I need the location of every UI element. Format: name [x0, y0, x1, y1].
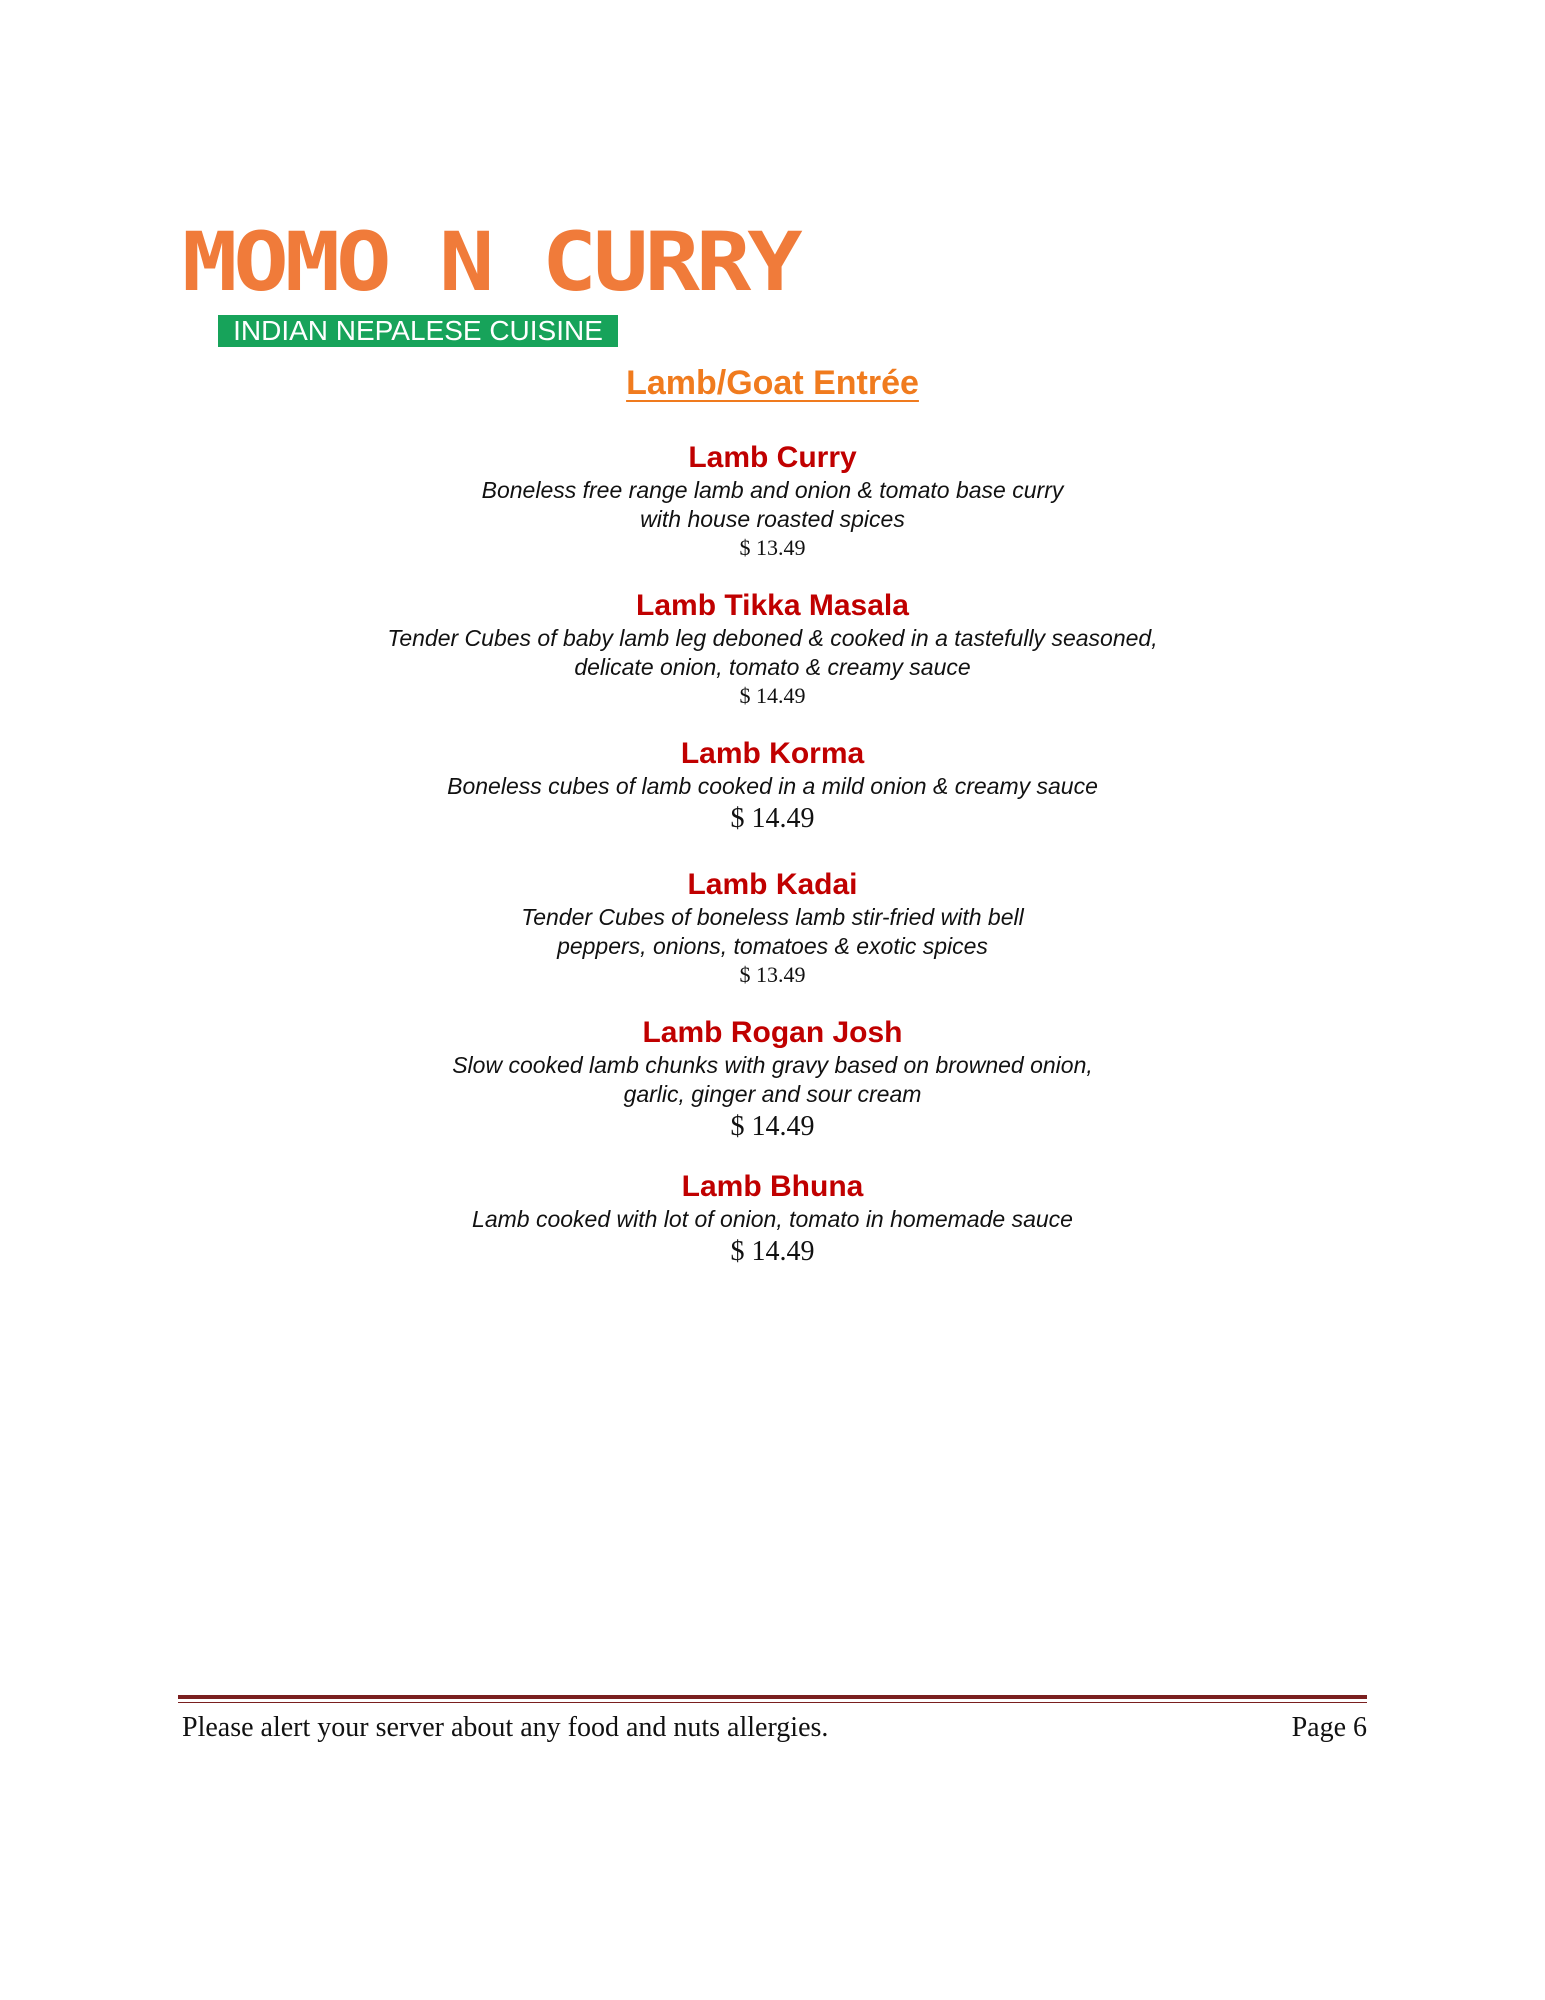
item-price: $ 13.49: [739, 535, 806, 560]
menu-item: [0, 867, 1545, 989]
item-price: $ 14.49: [730, 1236, 815, 1267]
item-description: Boneless free range lamb and onion & tomato base curry with house roasted spices: [481, 477, 1064, 532]
menu-item: [0, 1015, 1545, 1145]
item-price: $ 14.49: [730, 803, 815, 834]
menu-item: [0, 588, 1545, 710]
page-number: Page 6: [1291, 1712, 1367, 1743]
item-description: Tender Cubes of baby lamb leg deboned & cooked in a tastefully seasoned, delicate onion, tomato & creamy sauce: [387, 625, 1158, 680]
menu-item: [0, 1169, 1545, 1270]
footer-divider-thin: [178, 1702, 1367, 1703]
section-title: Lamb/Goat Entrée: [626, 364, 919, 402]
item-name: Lamb Korma: [680, 737, 865, 770]
item-name: Lamb Bhuna: [681, 1170, 864, 1203]
item-name: Lamb Kadai: [687, 868, 858, 901]
menu-list: [0, 440, 1545, 1270]
item-name: Lamb Rogan Josh: [642, 1016, 903, 1049]
logo-tagline-bar: [218, 315, 618, 347]
item-price: $ 13.49: [739, 962, 806, 987]
menu-item: [0, 736, 1545, 837]
footer-divider: [178, 1695, 1367, 1699]
item-price: $ 14.49: [730, 1111, 815, 1142]
logo-tagline: INDIAN NEPALESE CUISINE: [233, 315, 603, 346]
item-description: Boneless cubes of lamb cooked in a mild onion & creamy sauce: [447, 773, 1098, 799]
item-price: $ 14.49: [739, 683, 806, 708]
allergy-note: Please alert your server about any food and nuts allergies.: [182, 1712, 829, 1743]
logo-wordmark: MOMO N CURRY: [182, 214, 799, 310]
item-name: Lamb Tikka Masala: [636, 589, 909, 622]
menu-item: [0, 440, 1545, 562]
restaurant-logo: [182, 214, 799, 346]
item-description: Lamb cooked with lot of onion, tomato in homemade sauce: [472, 1206, 1073, 1232]
item-name: Lamb Curry: [688, 441, 857, 474]
item-description: Slow cooked lamb chunks with gravy based on browned onion, garlic, ginger and sour cream: [452, 1052, 1093, 1107]
item-description: Tender Cubes of boneless lamb stir-fried with bell peppers, onions, tomatoes & exotic spices: [521, 904, 1024, 959]
